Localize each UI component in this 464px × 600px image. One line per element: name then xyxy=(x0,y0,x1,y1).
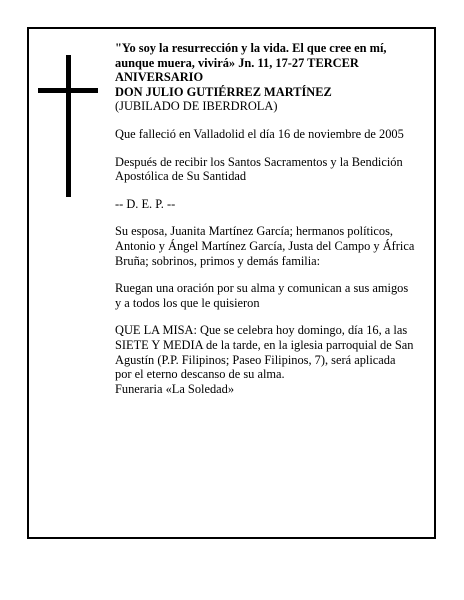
deceased-name: DON JULIO GUTIÉRREZ MARTÍNEZ xyxy=(115,84,332,99)
cross-horizontal-bar xyxy=(38,88,98,93)
cross-vertical-bar xyxy=(66,55,71,197)
mass-paragraph: QUE LA MISA: Que se celebra hoy domingo, día 16, a las SIETE Y MEDIA de la tarde, en la iglesia parroquial de San Agustín (P.P. Filipinos; Paseo Filipinos, 7), será aplicada por el eterno descanso de su alma. xyxy=(115,323,414,382)
rip-line: -- D. E. P. -- xyxy=(115,196,176,211)
family-paragraph: Su esposa, Juanita Martínez García; hermanos políticos, Antonio y Ángel Martínez García, Justa del Campo y África Bruña; sobrinos, primos y demás familia: xyxy=(115,224,415,268)
quote-heading: "Yo soy la resurrección y la vida. El que cree en mí, aunque muera, vivirá» Jn. 11, 17-27 TERCER ANIVERSARIO xyxy=(115,41,387,85)
funeral-home: Funeraria «La Soledad» xyxy=(115,381,235,396)
sacraments-paragraph: Después de recibir los Santos Sacramentos y la Bendición Apostólica de Su Santidad xyxy=(115,154,403,184)
obituary-text xyxy=(115,41,415,396)
death-paragraph: Que falleció en Valladolid el día 16 de noviembre de 2005 xyxy=(115,126,404,141)
deceased-occupation: (JUBILADO DE IBERDROLA) xyxy=(115,99,278,114)
prayer-paragraph: Ruegan una oración por su alma y comunican a sus amigos y a todos los que le quisieron xyxy=(115,281,409,310)
